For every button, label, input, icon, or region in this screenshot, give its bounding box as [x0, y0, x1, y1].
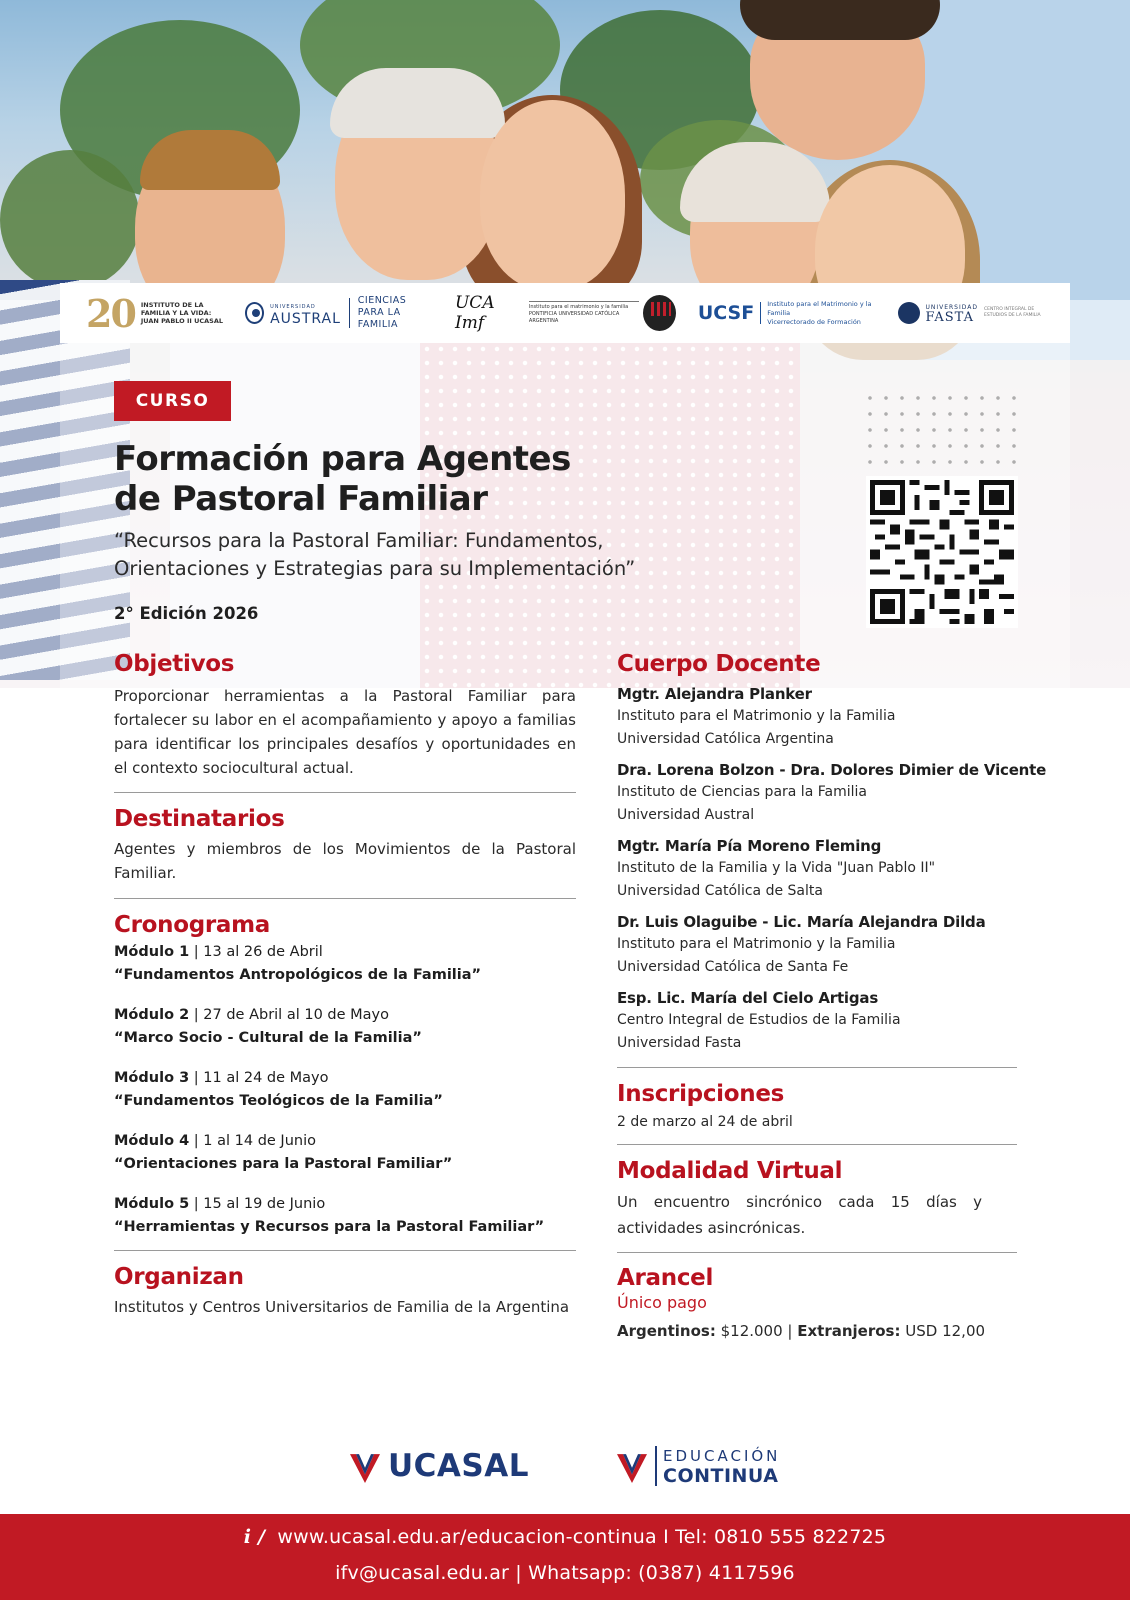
module-title: “Herramientas y Recursos para la Pastoral Familiar” — [114, 1219, 545, 1235]
logo-austral-sub-1: CIENCIAS — [357, 295, 407, 306]
module-header — [114, 941, 576, 964]
logo-fasta — [898, 291, 1044, 335]
ec-line-2: CONTINUA — [663, 1465, 779, 1487]
logo-austral-sub — [358, 295, 431, 331]
module-dates: | 13 al 26 de Abril — [193, 944, 323, 960]
docente-institute: Instituto para el Matrimonio y la Familia — [617, 708, 896, 724]
logo-ifv-text: INSTITUTO DE LA FAMILIA Y LA VIDA: JUAN PABLO II UCASAL — [140, 301, 224, 325]
section-divider — [617, 1067, 1017, 1068]
module-header — [114, 1067, 576, 1090]
page-subtitle-line-2: Orientaciones y Estrategias para su Implementación” — [114, 557, 636, 580]
imf-emblem-icon — [643, 295, 676, 331]
page-title — [114, 439, 734, 519]
left-column — [114, 649, 576, 1319]
person-hair — [740, 0, 940, 40]
docentes-list — [617, 683, 1082, 1055]
module-item — [114, 1067, 576, 1113]
right-column — [617, 649, 1082, 1343]
footer-email-whatsapp[interactable]: ifv@ucasal.edu.ar | Whatsapp: (0387) 4117596 — [335, 1562, 795, 1584]
arancel-prices — [617, 1319, 1082, 1343]
objetivos-heading: Objetivos — [114, 651, 235, 677]
docente-institute: Instituto de Ciencias para la Familia — [617, 784, 867, 800]
page-subtitle-line-1: “Recursos para la Pastoral Familiar: Fundamentos, — [114, 529, 604, 552]
logo-ucsf — [698, 291, 881, 335]
page-title-line-1: Formación para Agentes — [114, 439, 571, 479]
objetivos-text: Proporcionar herramientas a la Pastoral Familiar para fortalecer su labor en el acompañamiento y apoyo a familias para identificar los principales desafíos y oportunidades en el contexto sociocultural actual. — [114, 687, 576, 777]
logo-imf-mark: UCA Imf — [454, 293, 495, 333]
course-badge: CURSO — [114, 381, 231, 421]
educacion-continua-logo — [617, 1446, 780, 1486]
module-title: “Marco Socio - Cultural de la Familia” — [114, 1030, 422, 1046]
module-header — [114, 1004, 576, 1027]
arancel-heading: Arancel — [617, 1265, 714, 1291]
logo-fasta-name: FASTA — [925, 310, 975, 325]
docente-university: Universidad Católica de Santa Fe — [617, 959, 849, 975]
module-label: Módulo 2 — [114, 1007, 190, 1023]
dot-pattern — [862, 390, 1022, 470]
edition-label: 2° Edición 2026 — [114, 604, 259, 623]
ucasal-shield-icon — [617, 1449, 647, 1483]
logo-fasta-wordmark — [925, 303, 978, 323]
docente-university: Universidad Fasta — [617, 1035, 742, 1051]
section-divider — [114, 1250, 576, 1251]
module-dates: | 15 al 19 de Junio — [193, 1196, 326, 1212]
module-label: Módulo 4 — [114, 1133, 190, 1149]
module-title: “Orientaciones para la Pastoral Familiar” — [114, 1156, 453, 1172]
docentes-heading: Cuerpo Docente — [617, 651, 821, 677]
logo-ifv — [86, 291, 227, 335]
module-label: Módulo 3 — [114, 1070, 190, 1086]
module-header — [114, 1130, 576, 1153]
foliage — [0, 150, 140, 290]
module-list — [114, 941, 576, 1239]
cronograma-heading: Cronograma — [114, 912, 271, 938]
docente-university: Universidad Austral — [617, 807, 755, 823]
module-title: “Fundamentos Teológicos de la Familia” — [114, 1093, 443, 1109]
module-label: Módulo 5 — [114, 1196, 190, 1212]
info-icon: i / — [243, 1526, 266, 1548]
fasta-seal-icon — [898, 302, 920, 324]
modalidad-text: Un encuentro sincrónico cada 15 días y actividades asincrónicas. — [617, 1193, 982, 1237]
module-header — [114, 1193, 576, 1216]
docente-institute: Instituto de la Familia y la Vida "Juan Pablo II" — [617, 860, 936, 876]
logo-ifv-number: 20 — [86, 290, 135, 336]
footer-contact-line-1 — [0, 1526, 1130, 1548]
logo-fasta-sub: CENTRO INTEGRAL DE ESTUDIOS DE LA FAMILIA — [984, 307, 1041, 318]
docente-institute: Instituto para el Matrimonio y la Familia — [617, 936, 896, 952]
logo-ucsf-line-1: Instituto para el Matrimonio y la Familia — [767, 299, 872, 317]
docente-item — [617, 759, 1082, 827]
page-title-line-2: de Pastoral Familiar — [114, 479, 488, 519]
module-dates: | 11 al 24 de Mayo — [193, 1070, 329, 1086]
arancel-ext-label: Extranjeros: — [797, 1322, 901, 1340]
organizan-text: Institutos y Centros Universitarios de Familia de la Argentina — [114, 1298, 570, 1316]
module-item — [114, 1193, 576, 1239]
arancel-arg-value: $12.000 | — [720, 1322, 793, 1340]
footer-contact-line-2 — [0, 1562, 1130, 1584]
destinatarios-text: Agentes y miembros de los Movimientos de la Pastoral Familiar. — [114, 840, 576, 882]
inscripciones-text: 2 de marzo al 24 de abril — [617, 1114, 793, 1130]
modalidad-heading: Modalidad Virtual — [617, 1158, 843, 1184]
module-item — [114, 1130, 576, 1176]
docente-name: Dra. Lorena Bolzon - Dra. Dolores Dimier de Vicente — [617, 761, 1047, 779]
logo-imf-text: Instituto para el matrimonio y la familia PONTIFICIA UNIVERSIDAD CATÓLICA ARGENTINA — [529, 301, 639, 325]
person-hair — [330, 68, 505, 138]
inscripciones-heading: Inscripciones — [617, 1081, 785, 1107]
ucasal-wordmark: UCASAL — [388, 1448, 529, 1484]
logo-divider — [349, 298, 350, 328]
module-item — [114, 941, 576, 987]
qr-code-icon[interactable] — [866, 476, 1018, 628]
logo-ucsf-line-2: Vicerrectorado de Formación — [767, 317, 861, 326]
logo-ucsf-mark: UCSF — [698, 302, 761, 324]
logo-austral-sub-2: PARA LA FAMILIA — [357, 307, 401, 330]
docente-university: Universidad Católica de Salta — [617, 883, 823, 899]
docente-institute: Centro Integral de Estudios de la Familia — [617, 1012, 901, 1028]
docente-item — [617, 835, 1082, 903]
module-title: “Fundamentos Antropológicos de la Familia” — [114, 967, 482, 983]
ucasal-shield-icon — [350, 1449, 380, 1483]
section-divider — [114, 792, 576, 793]
module-dates: | 27 de Abril al 10 de Mayo — [193, 1007, 389, 1023]
module-dates: | 1 al 14 de Junio — [193, 1133, 316, 1149]
logo-fasta-small: UNIVERSIDAD — [925, 304, 978, 311]
austral-seal-icon — [245, 302, 264, 324]
footer-bar — [0, 1514, 1130, 1600]
module-item — [114, 1004, 576, 1050]
logo-austral — [245, 291, 431, 335]
docente-name: Mgtr. María Pía Moreno Fleming — [617, 837, 882, 855]
section-divider — [617, 1144, 1017, 1145]
docente-item — [617, 683, 1082, 751]
ucasal-logo — [350, 1448, 529, 1484]
docente-name: Esp. Lic. María del Cielo Artigas — [617, 989, 879, 1007]
module-label: Módulo 1 — [114, 944, 190, 960]
docente-item — [617, 987, 1082, 1055]
qr-code-graphic — [870, 480, 1014, 624]
partner-logos — [60, 283, 1070, 343]
logo-austral-small: UNIVERSIDAD — [270, 304, 316, 310]
logo-austral-wordmark — [270, 301, 341, 325]
educacion-continua-wordmark — [663, 1446, 780, 1486]
docente-item — [617, 911, 1082, 979]
ec-line-1: EDUCACIÓN — [663, 1447, 781, 1465]
docente-name: Dr. Luis Olaguibe - Lic. María Alejandra Dilda — [617, 913, 986, 931]
arancel-arg-label: Argentinos: — [617, 1322, 716, 1340]
logo-divider — [655, 1446, 657, 1486]
docente-university: Universidad Católica Argentina — [617, 731, 834, 747]
arancel-ext-value: USD 12,00 — [905, 1322, 986, 1340]
person-hair — [140, 130, 280, 190]
person-face — [480, 100, 625, 290]
logo-ucsf-text — [767, 300, 880, 327]
page-subtitle — [114, 527, 834, 583]
logo-austral-name: AUSTRAL — [270, 311, 341, 327]
section-divider — [114, 898, 576, 899]
footer-web-tel[interactable]: www.ucasal.edu.ar/educacion-continua I Tel: 0810 555 822725 — [277, 1526, 887, 1548]
organizan-heading: Organizan — [114, 1264, 244, 1290]
destinatarios-heading: Destinatarios — [114, 806, 285, 832]
logo-imf — [455, 291, 676, 335]
arancel-sub: Único pago — [617, 1293, 707, 1312]
docente-name: Mgtr. Alejandra Planker — [617, 685, 812, 703]
section-divider — [617, 1252, 1017, 1253]
